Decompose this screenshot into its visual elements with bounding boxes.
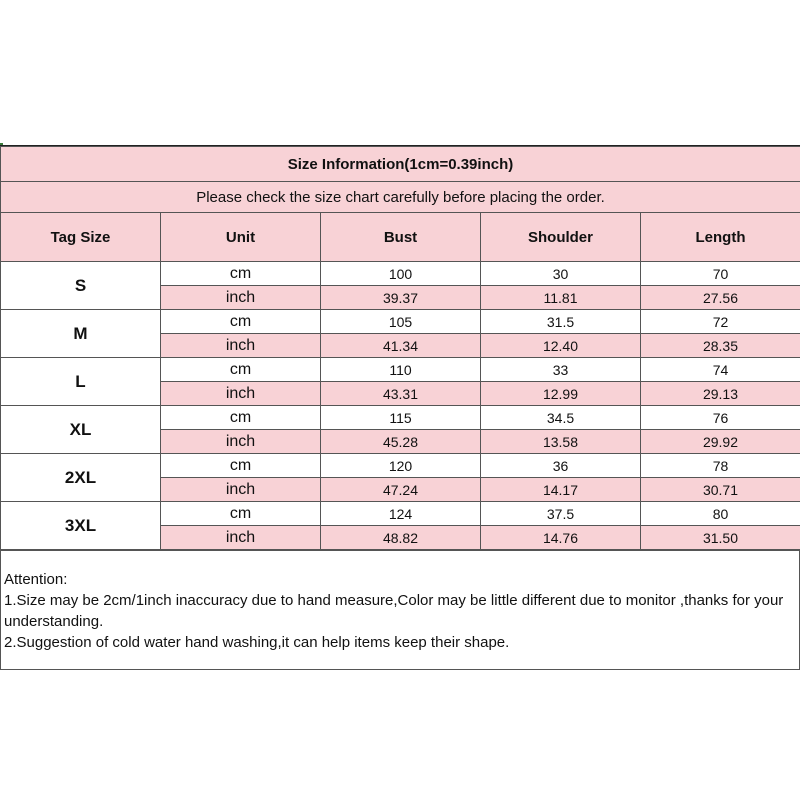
tag-size-cell: M [1,310,161,358]
length-cell: 29.13 [641,382,800,406]
shoulder-cell: 36 [481,454,641,478]
unit-cell: inch [161,382,321,406]
header-bust: Bust [321,213,481,262]
shoulder-cell: 14.17 [481,478,641,502]
header-shoulder: Shoulder [481,213,641,262]
attention-table [0,550,800,670]
bust-cell: 124 [321,502,481,526]
tag-size-cell: S [1,262,161,310]
length-cell: 78 [641,454,800,478]
header-tag-size: Tag Size [1,213,161,262]
unit-cell: inch [161,334,321,358]
tag-size-cell: L [1,358,161,406]
subtitle-row [1,182,800,213]
tag-size-cell: 3XL [1,502,161,550]
length-cell: 30.71 [641,478,800,502]
shoulder-cell: 31.5 [481,310,641,334]
shoulder-cell: 11.81 [481,286,641,310]
shoulder-cell: 12.40 [481,334,641,358]
bust-cell: 39.37 [321,286,481,310]
unit-cell: inch [161,478,321,502]
unit-cell: cm [161,502,321,526]
chart-title: Size Information(1cm=0.39inch) [1,147,800,182]
title-row [1,147,800,182]
length-cell: 70 [641,262,800,286]
header-unit: Unit [161,213,321,262]
unit-cell: cm [161,358,321,382]
attention-line-2: 2.Suggestion of cold water hand washing,it can help items keep their shape. [4,634,510,651]
bust-cell: 43.31 [321,382,481,406]
bust-cell: 41.34 [321,334,481,358]
length-cell: 29.92 [641,430,800,454]
bust-cell: 45.28 [321,430,481,454]
tag-size-cell: XL [1,406,161,454]
table-row [1,262,800,286]
unit-cell: inch [161,286,321,310]
unit-cell: cm [161,454,321,478]
attention-row [1,551,800,670]
length-cell: 76 [641,406,800,430]
shoulder-cell: 37.5 [481,502,641,526]
unit-cell: inch [161,430,321,454]
shoulder-cell: 34.5 [481,406,641,430]
unit-cell: cm [161,310,321,334]
header-length: Length [641,213,800,262]
length-cell: 72 [641,310,800,334]
bust-cell: 120 [321,454,481,478]
bust-cell: 105 [321,310,481,334]
shoulder-cell: 13.58 [481,430,641,454]
shoulder-cell: 12.99 [481,382,641,406]
shoulder-cell: 14.76 [481,526,641,550]
unit-cell: cm [161,262,321,286]
length-cell: 28.35 [641,334,800,358]
unit-cell: inch [161,526,321,550]
table-row [1,406,800,430]
size-chart [0,145,800,655]
chart-subtitle: Please check the size chart carefully before placing the order. [1,182,800,213]
bust-cell: 48.82 [321,526,481,550]
bust-cell: 47.24 [321,478,481,502]
length-cell: 31.50 [641,526,800,550]
bust-cell: 115 [321,406,481,430]
unit-cell: cm [161,406,321,430]
attention-box [1,551,800,670]
table-row [1,310,800,334]
table-row [1,502,800,526]
length-cell: 74 [641,358,800,382]
tag-size-cell: 2XL [1,454,161,502]
size-table [0,146,800,550]
header-row [1,213,800,262]
shoulder-cell: 33 [481,358,641,382]
attention-heading: Attention: [4,571,68,588]
bust-cell: 110 [321,358,481,382]
bust-cell: 100 [321,262,481,286]
length-cell: 80 [641,502,800,526]
length-cell: 27.56 [641,286,800,310]
attention-line-1: 1.Size may be 2cm/1inch inaccuracy due to hand measure,Color may be little different due to monitor ,thanks for your understanding. [4,592,784,630]
shoulder-cell: 30 [481,262,641,286]
table-row [1,454,800,478]
table-row [1,358,800,382]
